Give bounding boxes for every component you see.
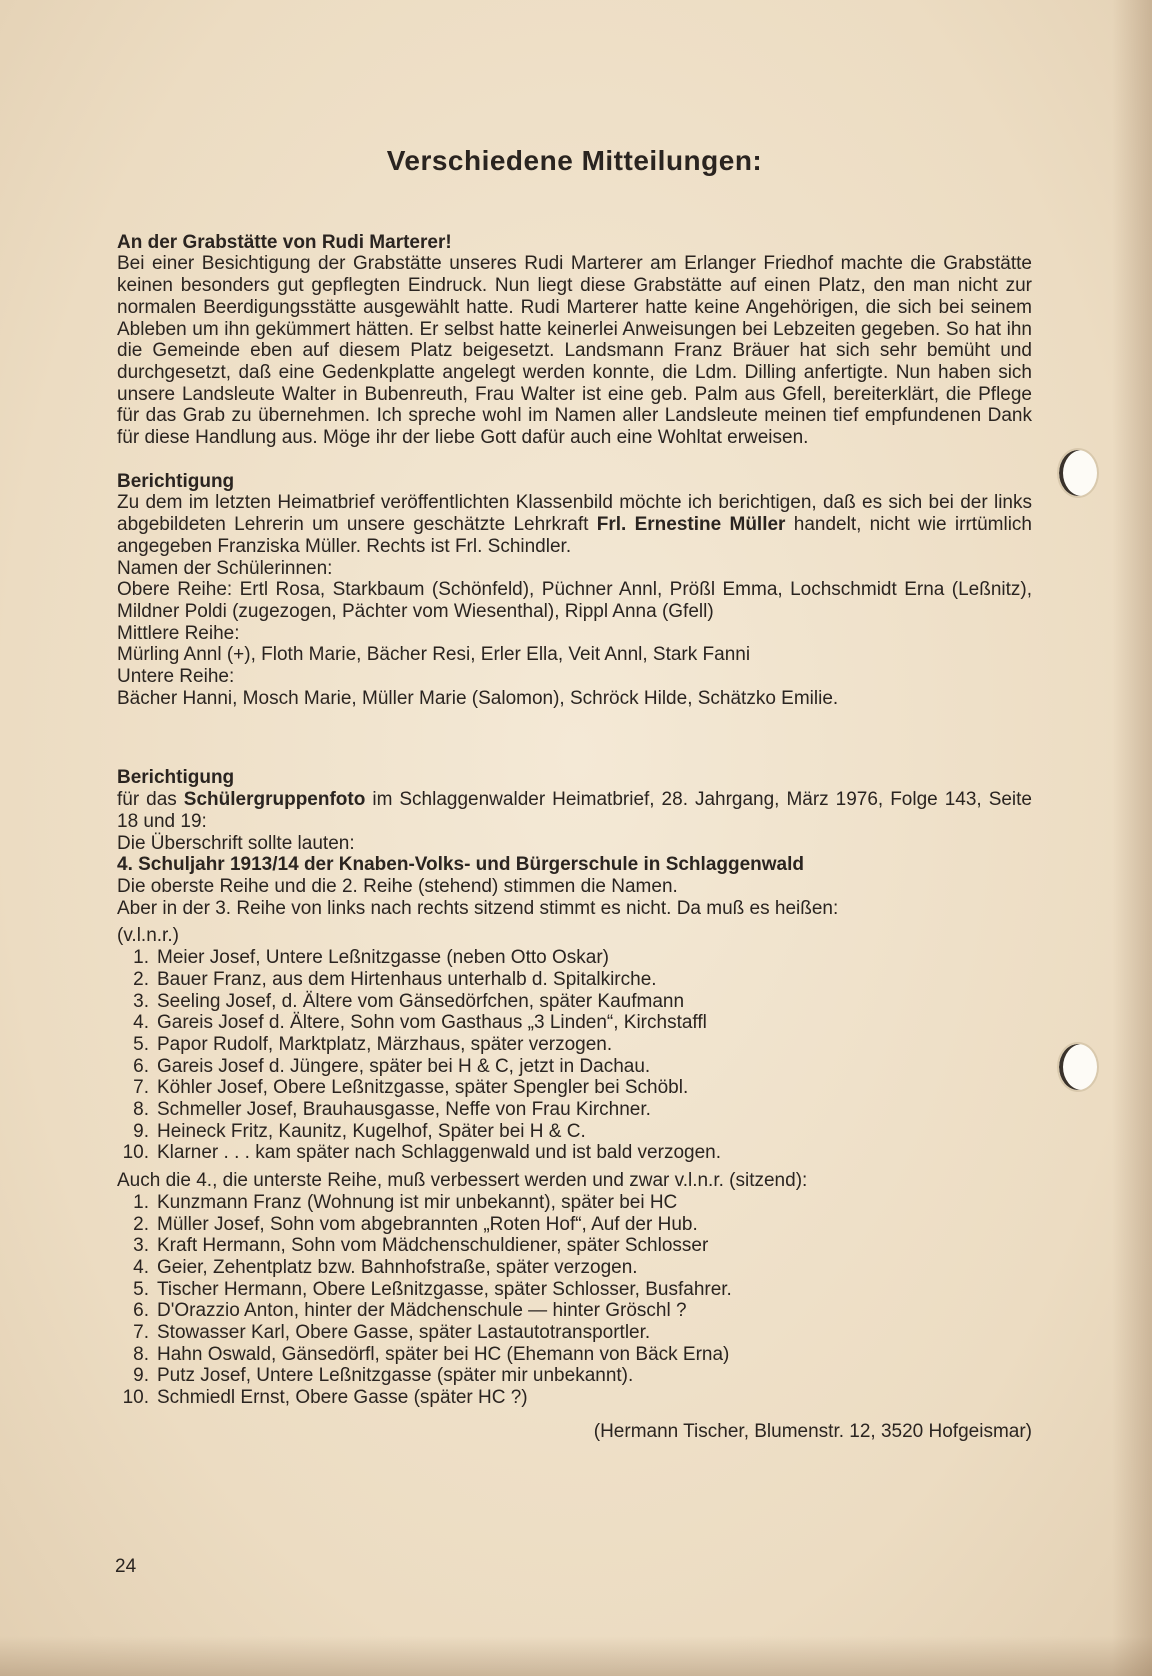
section-heading-grabstaette: An der Grabstätte von Rudi Marterer! [117,231,452,253]
list-item-text: Bauer Franz, aus dem Hirtenhaus unterhalb d. Spitalkirche. [157,968,657,990]
mittlere-reihe: Mürling Annl (+), Floth Marie, Bächer Resi, Erler Ella, Veit Annl, Stark Fanni [117,644,751,666]
list-item-text: Heineck Fritz, Kaunitz, Kugelhof, Später bei H & C. [157,1120,586,1142]
list-item-number: 2. [133,968,149,990]
list-item [117,1192,1032,1214]
list-item [117,969,1032,991]
berichtigung-2-line4: Die oberste Reihe und die 2. Reihe (stehend) stimmen die Namen. [117,875,678,897]
list-item-number: 10. [122,1387,149,1409]
list-item [117,1257,1032,1279]
list-item-number: 9. [133,1365,149,1387]
berichtigung-1-intro [117,492,1032,557]
list-item [117,1214,1032,1236]
punch-hole [1057,1042,1099,1092]
schuelergruppenfoto: Schülergruppenfoto [183,789,366,811]
list-item-number: 5. [133,1033,149,1055]
list-item-text: Hahn Oswald, Gänsedörfl, später bei HC (Ehemann von Bäck Erna) [157,1343,730,1365]
list-item-text: Geier, Zehentplatz bzw. Bahnhofstraße, später verzogen. [157,1256,638,1278]
line1-text: für das [117,789,184,811]
list-item [117,1099,1032,1121]
list-item [117,1365,1032,1387]
list-item-number: 7. [133,1077,149,1099]
list-item [117,991,1032,1013]
list-item-number: 8. [133,1343,149,1365]
berichtigung-2-line6: Auch die 4., die unterste Reihe, muß verbessert werden und zwar v.l.n.r. (sitzend): [117,1170,808,1192]
list-item-number: 4. [133,1256,149,1278]
list-item-text: Müller Josef, Sohn vom abgebrannten „Roten Hof“, Auf der Hub. [157,1213,698,1235]
list-item-number: 4. [133,1012,149,1034]
list-item [117,1387,1032,1409]
list-item-number: 8. [133,1099,149,1121]
list-item-number: 9. [133,1120,149,1142]
names-label: Namen der Schülerinnen: [117,557,333,579]
content-column [117,145,1032,1462]
list-item [117,1034,1032,1056]
vlnr-label: (v.l.n.r.) [117,925,179,947]
list-item-text: Gareis Josef d. Ältere, Sohn vom Gasthaus „3 Linden“, Kirchstaffl [157,1012,707,1034]
list-item [117,1142,1032,1164]
page-number: 24 [115,1556,137,1577]
row-3-list [117,947,1032,1164]
list-item-text: Seeling Josef, d. Ältere vom Gänsedörfchen, später Kaufmann [157,990,685,1012]
obere-reihe: Obere Reihe: Ertl Rosa, Starkbaum (Schönfeld), Püchner Annl, Prößl Emma, Lochschmidt Erna (Leßnitz), Mildner Poldi (zugezogen, Pächter vom Wiesenthal), Rippl Anna (Gfell) [117,579,1032,622]
list-item-text: Papor Rudolf, Marktplatz, Märzhaus, später verzogen. [157,1033,613,1055]
list-item-number: 7. [133,1322,149,1344]
list-item-text: Gareis Josef d. Jüngere, später bei H & C, jetzt in Dachau. [157,1055,651,1077]
list-item-text: Schmiedl Ernst, Obere Gasse (später HC ?) [157,1387,528,1409]
teacher-name: Frl. Ernestine Müller [596,514,786,536]
list-item [117,1121,1032,1143]
list-item-number: 6. [133,1055,149,1077]
row-4-list [117,1192,1032,1409]
list-item-text: Köhler Josef, Obere Leßnitzgasse, später Spengler bei Schöbl. [157,1077,689,1099]
section-heading-berichtigung-2: Berichtigung [117,767,235,789]
list-item [117,1077,1032,1099]
list-item-number: 6. [133,1300,149,1322]
page-title: Verschiedene Mitteilungen: [386,145,763,176]
list-item [117,1235,1032,1257]
list-item-number: 3. [133,990,149,1012]
list-item-text: Kunzmann Franz (Wohnung ist mir unbekannt), später bei HC [157,1191,678,1213]
intro-text: Zu dem im letzten Heimatbrief veröffentlichten Klassenbild möchte ich berichtigen, daß es sich bei der links abgebildeten Lehrerin um unsere geschätzte Lehrkraft [117,492,1032,536]
list-item-number: 10. [122,1142,149,1164]
list-item [117,1300,1032,1322]
berichtigung-2-line5: Aber in der 3. Reihe von links nach rechts sitzend stimmt es nicht. Da muß es heißen: [117,897,839,919]
page-bottom-shadow [0,1636,1152,1676]
list-item [117,1012,1032,1034]
grabstaette-body: Bei einer Besichtigung der Grabstätte unseres Rudi Marterer am Erlanger Friedhof machte die Grabstätte keinen besonders gut gepflegten Eindruck. Nun liegt diese Grabstätte auf einen Platz, den man nicht zur normalen Beerdigungsstätte ausgewählt hatte. Rudi Marterer hatte keine Angehörigen, die sich bei seinem Ableben um ihn gekümmert hätten. Er selbst hatte keinerlei Anweisungen bei Lebzeiten gegeben. So hat ihn die Gemeinde eben auf diesem Platz beigesetzt. Landsmann Franz Bräuer hat sich sehr bemüht und durchgesetzt, daß eine Gedenkplatte angelegt werden konnte, die Ldm. Dilling anfertigte. Nun haben sich unsere Landsleute Walter in Bubenreuth, Frau Walter ist eine geb. Palm aus Gfell, bereiterklärt, die Pflege für das Grab zu übernehmen. Ich spreche wohl im Namen aller Landsleute meinen tief empfundenen Dank für diese Handlung aus. Möge ihr der liebe Gott dafür auch eine Wohltat erweisen. [117,253,1032,449]
section-heading-berichtigung-1: Berichtigung [117,470,235,492]
list-item-text: Schmeller Josef, Brauhausgasse, Neffe von Frau Kirchner. [157,1099,651,1121]
untere-reihe: Bächer Hanni, Mosch Marie, Müller Marie (Salomon), Schröck Hilde, Schätzko Emilie. [117,687,839,709]
list-item-text: Putz Josef, Untere Leßnitzgasse (später mir unbekannt). [157,1365,634,1387]
mittlere-reihe-label: Mittlere Reihe: [117,622,240,644]
corrected-heading: 4. Schuljahr 1913/14 der Knaben-Volks- und Bürgerschule in Schlaggenwald [117,854,804,876]
intro-text-end: handelt, nicht wie irrtümlich angegeben Franziska Müller. Rechts ist Frl. Schindler. [117,514,1032,557]
list-item-text: D'Orazzio Anton, hinter der Mädchenschule — hinter Gröschl ? [157,1300,687,1322]
list-item-text: Meier Josef, Untere Leßnitzgasse (neben Otto Oskar) [157,947,609,969]
line1-text-end: im Schlaggenwalder Heimatbrief, 28. Jahrgang, März 1976, Folge 143, Seite 18 und 19: [117,789,1032,832]
list-item-text: Kraft Hermann, Sohn vom Mädchenschuldiener, später Schlosser [157,1235,709,1257]
list-item-number: 2. [133,1213,149,1235]
list-item-number: 1. [133,1191,149,1213]
signature: (Hermann Tischer, Blumenstr. 12, 3520 Hofgeismar) [593,1420,1032,1442]
page-edge-shadow [1112,0,1152,1676]
untere-reihe-label: Untere Reihe: [117,666,235,688]
list-item-text: Tischer Hermann, Obere Leßnitzgasse, später Schlosser, Busfahrer. [157,1278,732,1300]
list-item [117,1056,1032,1078]
list-item-number: 5. [133,1278,149,1300]
list-item [117,1322,1032,1344]
list-item-number: 3. [133,1235,149,1257]
list-item [117,1344,1032,1366]
list-item-number: 1. [133,947,149,969]
list-item [117,1279,1032,1301]
list-item-text: Klarner . . . kam später nach Schlaggenwald und ist bald verzogen. [157,1142,721,1164]
berichtigung-2-line1 [117,789,1032,832]
punch-hole [1057,448,1099,498]
list-item-text: Stowasser Karl, Obere Gasse, später Lastautotransportler. [157,1322,651,1344]
list-item [117,947,1032,969]
berichtigung-2-line2: Die Überschrift sollte lauten: [117,832,355,854]
